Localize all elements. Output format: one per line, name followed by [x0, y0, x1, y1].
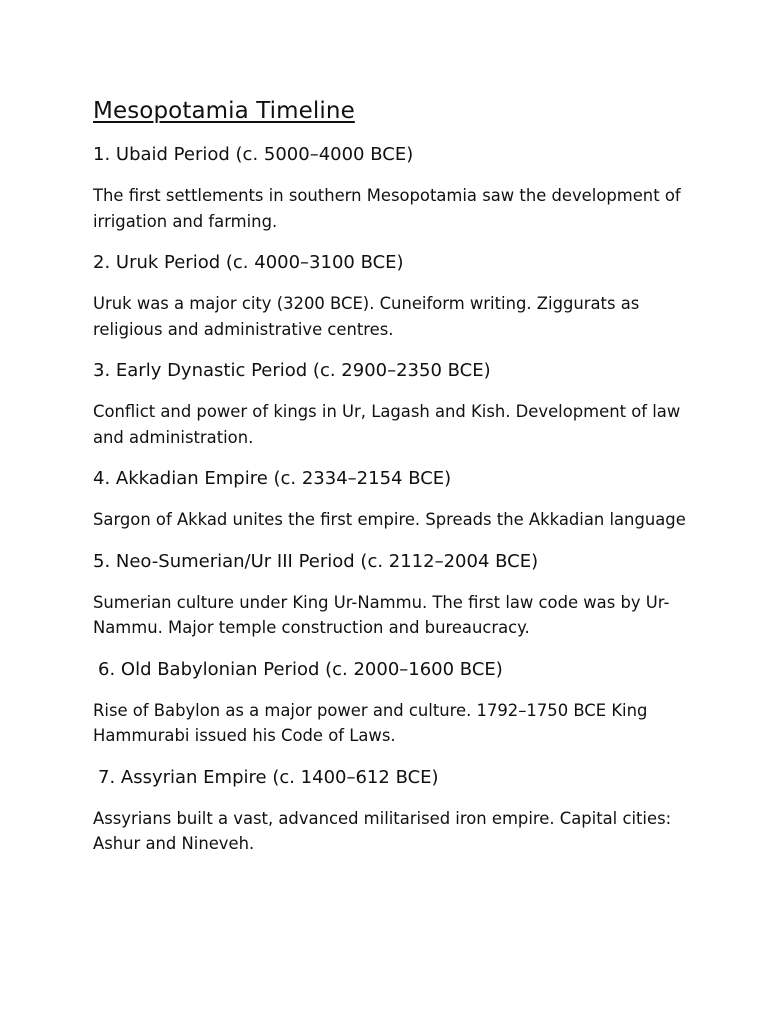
document-page: [93, 96, 693, 874]
section-heading: 3. Early Dynastic Period (c. 2900–2350 BCE): [93, 360, 491, 381]
section-body: Sargon of Akkad unites the first empire. Spreads the Akkadian language: [93, 510, 686, 529]
section-ubaid-period: [93, 143, 693, 234]
document-title: Mesopotamia Timeline: [93, 98, 355, 124]
section-assyrian-empire: [93, 766, 693, 857]
section-heading: 6. Old Babylonian Period (c. 2000–1600 BCE): [98, 658, 503, 680]
section-heading: 1. Ubaid Period (c. 5000–4000 BCE): [93, 144, 414, 165]
section-neo-sumerian-period: [93, 550, 693, 641]
section-heading: 5. Neo-Sumerian/Ur III Period (c. 2112–2004 BCE): [93, 550, 539, 572]
section-early-dynastic-period: [93, 359, 693, 450]
section-old-babylonian-period: [93, 658, 693, 749]
section-body: Assyrians built a vast, advanced militarised iron empire. Capital cities: Ashur and Nineveh.: [93, 808, 672, 853]
section-body: Rise of Babylon as a major power and culture. 1792–1750 BCE King Hammurabi issued his Code of Laws.: [93, 700, 648, 745]
section-uruk-period: [93, 251, 693, 342]
section-body: Sumerian culture under King Ur-Nammu. The first law code was by Ur-Nammu. Major temple construction and bureaucracy.: [93, 592, 670, 637]
section-heading: 4. Akkadian Empire (c. 2334–2154 BCE): [93, 468, 452, 489]
section-body: The first settlements in southern Mesopotamia saw the development of irrigation and farming.: [93, 186, 681, 231]
section-body: Uruk was a major city (3200 BCE). Cuneiform writing. Ziggurats as religious and administrative centres.: [93, 294, 640, 339]
section-body: Conflict and power of kings in Ur, Lagash and Kish. Development of law and administration.: [93, 402, 681, 447]
section-akkadian-empire: [93, 467, 693, 533]
section-heading: 2. Uruk Period (c. 4000–3100 BCE): [93, 252, 404, 273]
section-heading: 7. Assyrian Empire (c. 1400–612 BCE): [98, 766, 439, 788]
